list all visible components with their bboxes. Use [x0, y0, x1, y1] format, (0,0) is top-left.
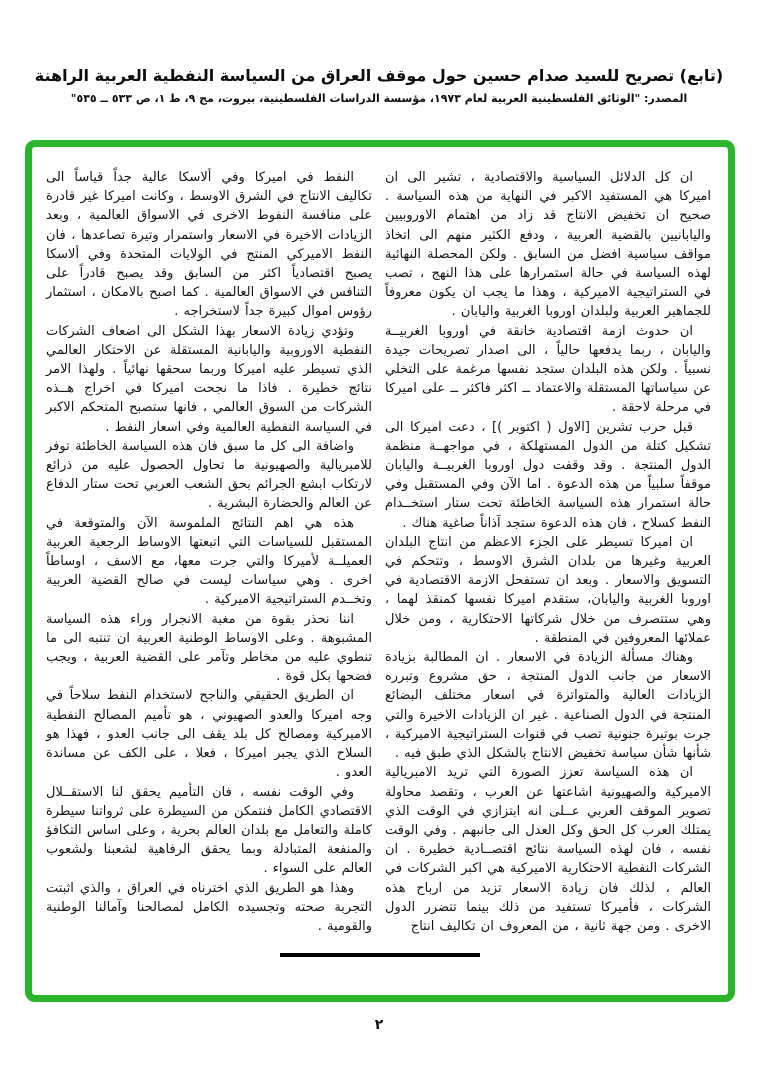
end-of-text-divider [280, 953, 480, 957]
paragraph: ان اميركا تسيطر على الجزء الاعظم من انتاج البلدان العربية وغيرها من بلدان الشرق الاوسط ، وتتحكم في التسويق والاسعار . وبعد ان تستفحل الازمة الاقتصادية في اوروبا الغربية واليابان، ستقدم اميركا نفسها كمنقذ لهما ، وهي ستتصرف من خلال شركاتها الاحتكارية ، ومن خلال عملائها المعروفين في المنطقة . [385, 534, 711, 646]
paragraph: ان كل الدلائل السياسية والاقتصادية ، تشير الى ان اميركا هي المستفيد الاكبر في النهاية من هذه السياسة . صحيح ان تخفيض الانتاج قد زاد من اهتمام الاوروبيين واليابانيين بالقضية العربية ، ودفع الكثير منهم الى اتخاذ مواقف سياسية افضل من السابق . ولكن المحصلة النهائية لهذه السياسة في حالة استمرارها على هذا النهج ، تصب في الستراتيجية الاميركية ، وهذا ما يجب ان يكون معروفاً للجماهير العربية ولبلدان اوروبا الغربية واليابان . [385, 170, 711, 320]
paragraph: وفي الوقت نفسه ، فان التأميم يحقق لنا الاستقــلال الاقتصادي الكامل فنتمكن من السيطرة على ثرواتنا سيطرة كاملة والتعامل مع بلدان العالم بحرية ، وعلى اساس التكافؤ والمنفعة المتبادلة وبما يحقق الرفاهية لشعبنا ولشعوب العالم على السواء . [46, 784, 372, 877]
paragraph: النفط في اميركا وفي ألاسكا عالية جداً قياساً الى تكاليف الانتاج في الشرق الاوسط ، وكانت اميركا غير قادرة على منافسة النفوط الاخرى في الاسواق العالمية ، وبعد الزيادات الاخيرة في الاسعار واستمرار وتيرة تصاعدها ، فان النفط الاميركي المنتج في الولايات المتحدة وفي ألاسكا يصبح اقتصادياً اكثر من السابق وقد يصبح قادراً على التنافس في الاسواق العالمية . كما اصبح بالامكان ، استثمار رؤوس اموال كبيرة جداً لاستخراجه . [46, 170, 372, 320]
content-frame [25, 140, 735, 1002]
paragraph: وتؤدي زيادة الاسعار بهذا الشكل الى اضعاف الشركات النفطية الاوروبية واليابانية المستقلة عن الاحتكار العالمي الذي تسيطر عليه اميركا وربما سحقها نهائياً . ولهذا الامر نتائج خطيرة . فاذا ما نجحت اميركا في اخراج هــذه الشركات من السوق العالمي ، فانها ستصبح المتحكم الاكبر في السياسة النفطية العالمية وفي اسعار النفط . [46, 323, 372, 435]
paragraph: وهذا هو الطريق الذي اخترناه في العراق ، والذي اثبتت التجربة صحته وتجسيده الكامل لمصالحنا وآمالنا الوطنية والقومية . [46, 880, 372, 934]
paragraph: قبل حرب تشرين [الاول ( اكتوبر )] ، دعت اميركا الى تشكيل كتلة من الدول المستهلكة ، في مواجهــة منظمة الدول المنتجة . وقد وقفت دول اوروبا الغربيــة واليابان موقفاً سلبياً من هذه الدعوة . اما الآن وفي المستقبل وفي حالة استمرار هذه السياسة الخاطئة تحت ستار استخــدام النفط كسلاح ، فان هذه الدعوة ستجد آذاناً صاغية هناك . [385, 419, 711, 531]
paragraph: ان هذه السياسة تعزز الصورة التي تريد الامبريالية الاميركية والصهيونية اشاعتها عن العرب ، وتقصد محاولة تصوير الموقف العربي عــلى انه ابتزازي في الوقت الذي يمتلك العرب كل الحق وكل العدل الى جانبهم . وفي الوقت نفسه ، فان لهذه السياسة نتائج اقتصــادية خطيرة . ان الشركات النفطية الاحتكارية الاميركية هي اكبر الشركات في العالم ، لذلك فان زيادة الاسعار تزيد من ارباح هذه الشركات ، فأميركا تستفيد من ذلك بينما تتضرر الدول الاخرى . ومن جهة ثانية ، من المعروف ان تكاليف انتاج [385, 765, 711, 934]
paragraph: ان حدوث ازمة اقتصادية خانقة في اوروبا الغربيــة واليابان ، ربما يدفعها حالياً ، الى اصدار تصريحات جيدة نسبياً . ولكن هذه البلدان ستجد نفسها مرغمة على التخلي عن سياساتها المستقلة والاعتماد ــ اكثر فاكثر ــ على اميركا في مرحلة لاحقة . [385, 323, 711, 416]
column-right [385, 168, 711, 936]
paragraph: ان الطريق الحقيقي والناجح لاستخدام النفط سلاحاً في وجه اميركا والعدو الصهيوني ، هو تأميم المصالح النفطية الاميركية ومصالح كل بلد يقف الى جانب العدو ، فهذا هو السلاح الذي يجبر اميركا ، فعلا ، على الكف عن مساندة العدو . [46, 688, 372, 781]
document-header [0, 66, 758, 105]
paragraph: هذه هي اهم النتائج الملموسة الآن والمتوقعة في المستقبل للسياسات التي اتبعتها الاوساط الرجعية العربية العميلــة لأميركا والتي جرت معها، مع الاسف ، اوساطاً اخرى . وهي سياسات ليست في صالح القضية العربية وتخــدم الستراتيجية الاميركية . [46, 515, 372, 608]
page-title: (تابع) تصريح للسيد صدام حسين حول موقف العراق من السياسة النفطية العربية الراهنة [34, 66, 724, 85]
page-number: ٢ [374, 1017, 384, 1033]
column-left [46, 168, 372, 936]
text-columns [47, 168, 711, 936]
source-line: المصدر: "الوثائق الفلسطينية العربية لعام ١٩٧٣، مؤسسة الدراسات الفلسطينية، بيروت، مج ٩، ط ١، ص ٥٣٣ ــ ٥٣٥" [70, 92, 688, 105]
paragraph: اننا نحذر بقوة من مغبة الانجرار وراء هذه السياسة المشبوهة . وعلى الاوساط الوطنية العربية ان تنتبه الى ما تنطوي عليه من مخاطر وتآمر على القضية العربية ، ويجب فضحها بكل قوة . [46, 611, 372, 685]
paragraph: واضافة الى كل ما سبق فان هذه السياسة الخاطئة توفر للامبريالية والصهيونية ما تحاول الحصول عليه من ذرائع لارتكاب ابشع الجرائم بحق الشعب العربي تحت ستار الدفاع عن العالم والحضارة البشرية . [46, 438, 372, 512]
paragraph: وهناك مسألة الزيادة في الاسعار . ان المطالبة بزيادة الاسعار من جانب الدول المنتجة ، حق مشروع وتبرره الزيادات العالية والمتواترة في اسعار مختلف البضائع المنتجة في الدول الصناعية . غير ان الزيادات الاخيرة والتي جرت بوتيرة جنونية تصب في قنوات الستراتيجية الاميركية ، شأنها شأن سياسة تخفيض الانتاج بالشكل الذي طبق فيه . [385, 650, 711, 762]
